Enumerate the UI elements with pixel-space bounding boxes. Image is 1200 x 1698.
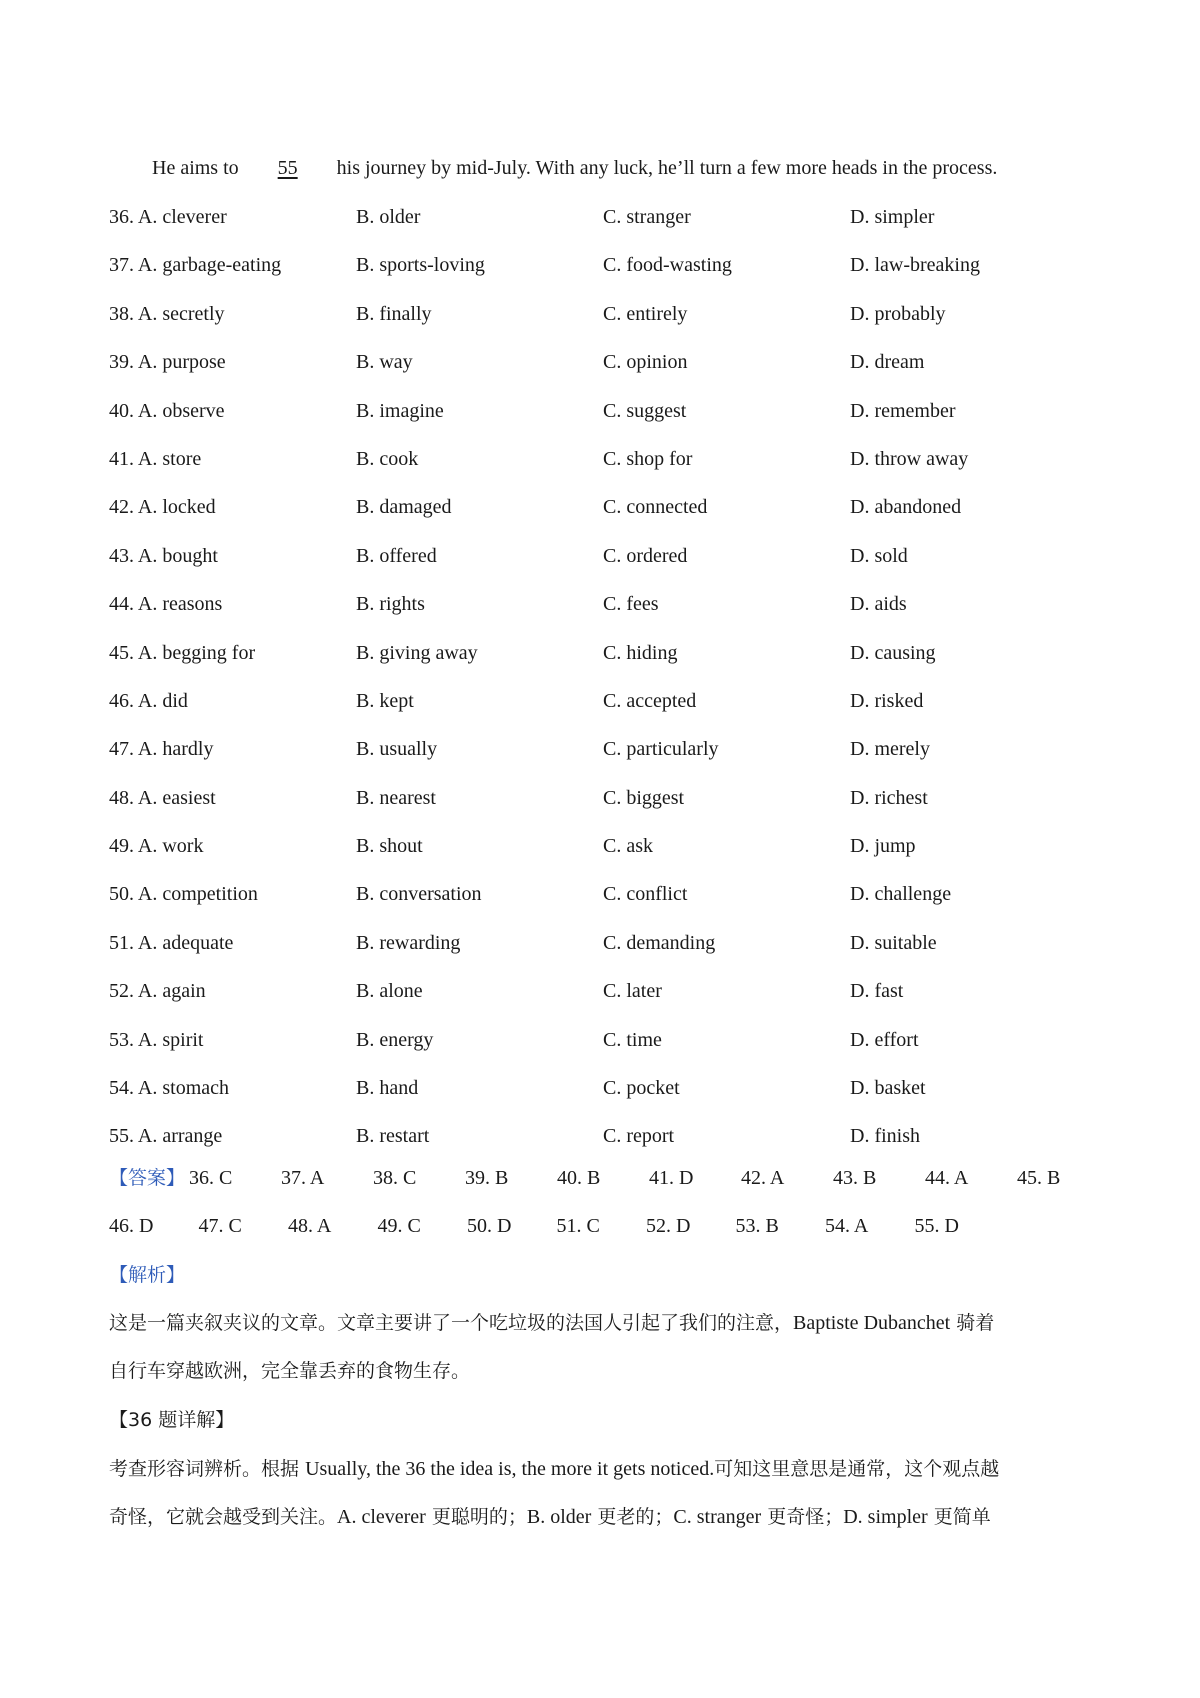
option-c: C. shop for [603, 447, 693, 470]
option-c: C. ordered [603, 544, 688, 567]
option-a [109, 686, 356, 734]
option-a-text: A. work [137, 835, 204, 858]
question-number: 54. [109, 1077, 134, 1100]
option-a-text: A. hardly [137, 738, 214, 761]
question-row [109, 299, 1109, 347]
option-a [109, 734, 356, 782]
option-c: C. conflict [603, 883, 688, 906]
blank-55: 55 [277, 157, 298, 179]
option-d: D. causing [850, 641, 936, 664]
option-a [109, 444, 356, 492]
option-a [109, 928, 356, 976]
answer-item: 46. D [109, 1215, 154, 1238]
option-a [109, 589, 356, 637]
answer-item: 38. C [373, 1167, 417, 1189]
option-a [109, 347, 356, 395]
option-a [109, 250, 356, 298]
detail-text-cn: 考查形容词辨析。根据 [109, 1458, 300, 1480]
passage-text-after: his journey by mid-July. With any luck, he’ll turn a few more heads in the process. [336, 157, 998, 179]
question-row [109, 589, 1109, 637]
question-number: 50. [109, 883, 134, 906]
answer-item: 51. C [556, 1215, 600, 1238]
option-a-text: A. again [137, 980, 206, 1003]
answer-item: 39. B [465, 1167, 509, 1189]
detail-text-cn2: 可知这里意思是通常，这个观点越 [714, 1458, 1000, 1480]
question-row [109, 541, 1109, 589]
option-a-text: A. easiest [137, 786, 216, 809]
option-b: B. finally [356, 302, 432, 325]
option-d: D. finish [850, 1125, 920, 1148]
question-number: 45. [109, 641, 134, 664]
answer-section [109, 1163, 1109, 1260]
option-c: C. particularly [603, 738, 719, 761]
analysis-label: 【解析】 [109, 1264, 186, 1286]
option-a [109, 879, 356, 927]
option-a [109, 831, 356, 879]
question-number: 37. [109, 254, 134, 277]
answer-row-1 [109, 1163, 1109, 1211]
detail-option-b-cn: 更老的； [597, 1506, 674, 1528]
option-d: D. fast [850, 980, 904, 1003]
answer-item: 42. A [741, 1167, 785, 1189]
detail-l2-cn: 奇怪，它就会越受到关注。 [109, 1506, 338, 1528]
option-b: B. offered [356, 544, 437, 567]
detail-option-c-cn: 更奇怪； [767, 1506, 844, 1528]
option-a-text: A. reasons [137, 593, 223, 616]
question-row [109, 492, 1109, 540]
option-c: C. food-wasting [603, 254, 732, 277]
option-c: C. demanding [603, 931, 716, 954]
option-c: C. biggest [603, 786, 685, 809]
question-row [109, 879, 1109, 927]
option-a-text: A. garbage-eating [137, 254, 282, 277]
option-a-text: A. bought [137, 544, 218, 567]
answer-item: 44. A [925, 1167, 969, 1189]
option-a-text: A. observe [137, 399, 225, 422]
option-d: D. dream [850, 351, 925, 374]
option-a-text: A. arrange [137, 1125, 223, 1148]
option-d: D. risked [850, 689, 924, 712]
answer-row-2 [109, 1211, 1109, 1259]
option-d: D. simpler [850, 206, 935, 228]
option-c: C. stranger [603, 206, 691, 228]
question-row [109, 396, 1109, 444]
option-b: B. damaged [356, 496, 452, 519]
answer-item: 54. A [825, 1215, 869, 1238]
option-b: B. way [356, 351, 413, 374]
option-b: B. older [356, 206, 421, 228]
option-a [109, 396, 356, 444]
analysis-text-cn: 这是一篇夹叙夹议的文章。文章主要讲了一个吃垃圾的法国人引起了我们的注意， [109, 1312, 794, 1334]
option-b: B. restart [356, 1125, 430, 1148]
option-b: B. nearest [356, 786, 436, 809]
option-d: D. throw away [850, 447, 969, 470]
option-d: D. basket [850, 1077, 926, 1100]
question-number: 36. [109, 206, 134, 228]
question-row [109, 202, 1109, 250]
option-c: C. hiding [603, 641, 678, 664]
option-c: C. report [603, 1125, 675, 1148]
option-b: B. rewarding [356, 931, 461, 954]
option-a [109, 638, 356, 686]
option-d: D. abandoned [850, 496, 962, 519]
answer-item: 53. B [735, 1215, 779, 1238]
option-a-text: A. store [137, 447, 202, 470]
options-list [109, 202, 1109, 1170]
option-a [109, 202, 356, 250]
question-number: 41. [109, 447, 134, 470]
detail-label: 【36 题详解】 [109, 1409, 235, 1431]
question-number: 44. [109, 593, 134, 616]
detail-text-en: Usually, the 36 the idea is, the more it gets noticed. [305, 1458, 715, 1480]
question-number: 39. [109, 351, 134, 374]
question-number: 55. [109, 1125, 134, 1148]
question-row [109, 831, 1109, 879]
option-a-text: A. begging for [137, 641, 256, 664]
question-row [109, 1025, 1109, 1073]
option-c: C. suggest [603, 399, 687, 422]
option-a-text: A. competition [137, 883, 258, 906]
question-row [109, 686, 1109, 734]
option-a-text: A. did [137, 689, 188, 712]
option-a [109, 1025, 356, 1073]
answer-label: 【答案】 [109, 1167, 186, 1189]
detail-option-a: A. cleverer [337, 1506, 426, 1528]
detail-line-1 [109, 1454, 1109, 1484]
analysis-line-1 [109, 1308, 1109, 1338]
option-a [109, 783, 356, 831]
question-number: 49. [109, 835, 134, 858]
question-number: 51. [109, 931, 134, 954]
passage-text-before: He aims to [152, 157, 239, 179]
option-a [109, 299, 356, 347]
option-b: B. rights [356, 593, 425, 616]
option-d: D. merely [850, 738, 930, 761]
question-number: 40. [109, 399, 134, 422]
option-c: C. entirely [603, 302, 688, 325]
passage-last-line [152, 153, 997, 183]
option-b: B. sports-loving [356, 254, 485, 277]
answer-item: 55. D [914, 1215, 959, 1238]
detail-option-d-cn: 更简单 [933, 1506, 991, 1528]
option-a-text: A. stomach [137, 1077, 229, 1100]
option-a [109, 976, 356, 1024]
option-a-text: A. spirit [137, 1028, 204, 1051]
question-number: 47. [109, 738, 134, 761]
question-row [109, 928, 1109, 976]
detail-option-b: B. older [526, 1506, 592, 1528]
question-row [109, 734, 1109, 782]
option-d: D. richest [850, 786, 928, 809]
option-a-text: A. cleverer [137, 206, 227, 228]
detail-option-c: C. stranger [673, 1506, 762, 1528]
option-d: D. sold [850, 544, 908, 567]
question-row [109, 783, 1109, 831]
answer-item: 37. A [281, 1167, 325, 1189]
option-b: B. imagine [356, 399, 444, 422]
option-b: B. usually [356, 738, 438, 761]
answer-item: 49. C [377, 1215, 421, 1238]
option-a [109, 1073, 356, 1121]
option-b: B. energy [356, 1028, 434, 1051]
question-row [109, 976, 1109, 1024]
question-row [109, 638, 1109, 686]
option-c: C. time [603, 1028, 662, 1051]
option-b: B. conversation [356, 883, 482, 906]
option-a-text: A. adequate [137, 931, 234, 954]
question-row [109, 250, 1109, 298]
question-number: 42. [109, 496, 134, 519]
option-d: D. suitable [850, 931, 937, 954]
answer-item: 52. D [646, 1215, 691, 1238]
option-c: C. pocket [603, 1077, 680, 1100]
option-b: B. alone [356, 980, 423, 1003]
detail-option-d: D. simpler [843, 1506, 928, 1528]
question-number: 53. [109, 1028, 134, 1051]
answer-item: 41. D [649, 1167, 694, 1189]
answer-item: 50. D [467, 1215, 512, 1238]
question-number: 38. [109, 302, 134, 325]
option-a-text: A. purpose [137, 351, 226, 374]
detail-line-2 [109, 1502, 1109, 1532]
option-b: B. cook [356, 447, 419, 470]
option-d: D. challenge [850, 883, 952, 906]
option-d: D. probably [850, 302, 946, 325]
question-row [109, 347, 1109, 395]
analysis-line-2: 自行车穿越欧洲，完全靠丢弃的食物生存。 [109, 1360, 471, 1382]
option-a [109, 541, 356, 589]
question-number: 48. [109, 786, 134, 809]
option-a [109, 492, 356, 540]
question-number: 52. [109, 980, 134, 1003]
option-c: C. later [603, 980, 662, 1003]
option-d: D. law-breaking [850, 254, 980, 277]
analysis-text-en: Baptiste Dubanchet [793, 1312, 951, 1334]
option-b: B. giving away [356, 641, 478, 664]
option-b: B. shout [356, 835, 423, 858]
option-b: B. hand [356, 1077, 419, 1100]
question-number: 43. [109, 544, 134, 567]
answer-item: 45. B [1017, 1167, 1061, 1189]
answer-item: 47. C [198, 1215, 242, 1238]
option-d: D. aids [850, 593, 907, 616]
question-row [109, 444, 1109, 492]
question-number: 46. [109, 689, 134, 712]
option-d: D. jump [850, 835, 916, 858]
answer-item: 43. B [833, 1167, 877, 1189]
option-c: C. connected [603, 496, 708, 519]
answer-item: 36. C [189, 1167, 233, 1189]
option-c: C. accepted [603, 689, 697, 712]
option-d: D. effort [850, 1028, 919, 1051]
answer-item: 48. A [288, 1215, 332, 1238]
option-a-text: A. secretly [137, 302, 225, 325]
answer-item: 40. B [557, 1167, 601, 1189]
option-c: C. ask [603, 835, 653, 858]
option-a-text: A. locked [137, 496, 216, 519]
detail-option-a-cn: 更聪明的； [431, 1506, 527, 1528]
option-c: C. opinion [603, 351, 688, 374]
question-row [109, 1073, 1109, 1121]
option-c: C. fees [603, 593, 659, 616]
option-d: D. remember [850, 399, 956, 422]
option-b: B. kept [356, 689, 414, 712]
analysis-text-cn2: 骑着 [956, 1312, 995, 1334]
